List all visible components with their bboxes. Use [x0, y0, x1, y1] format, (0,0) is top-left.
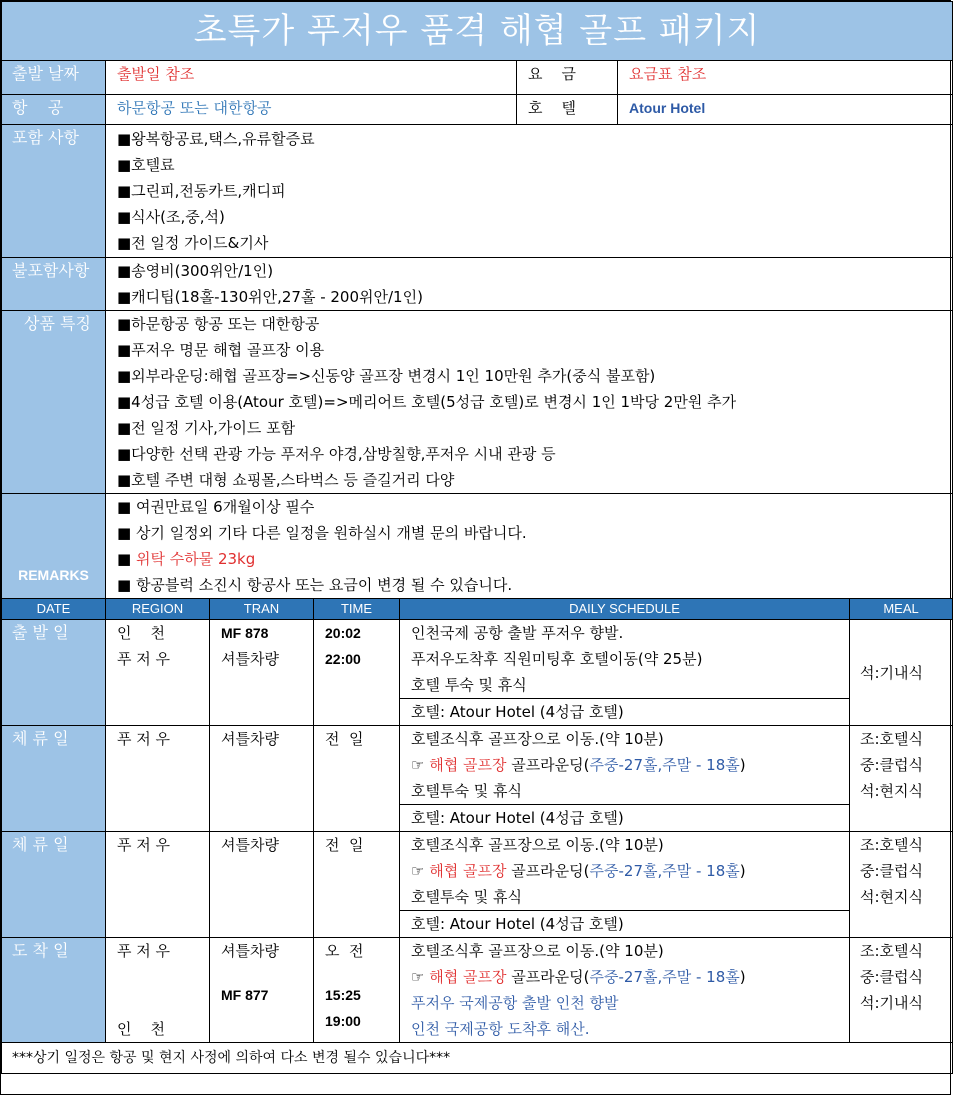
- depart-label: 출발 날짜: [2, 61, 106, 95]
- remark-item: ■ 상기 일정외 기타 다른 일정을 원하실시 개별 문의 바랍니다.: [117, 524, 527, 542]
- list-item: ■왕복항공료,택스,유류할증료: [117, 130, 315, 148]
- meal-line: 중:클럽식: [860, 862, 924, 880]
- schedule-row: [2, 620, 953, 726]
- meal-line: 석:현지식: [860, 888, 924, 906]
- meal-line: 중:클럽식: [860, 968, 924, 986]
- tran-line: 셔틀차량: [221, 942, 279, 960]
- list-item: ■호텔 주변 대형 쇼핑몰,스타벅스 등 즐길거리 다양: [117, 471, 455, 489]
- remark-item: ■ 여권만료일 6개월이상 필수: [117, 498, 315, 516]
- fee-value: 요금표 참조: [618, 61, 953, 95]
- pointing-hand-icon: ☞: [411, 968, 430, 986]
- day-time: [314, 938, 400, 1043]
- day-meal: [850, 832, 953, 938]
- schedule-line: 호텔조식후 골프장으로 이동.(약 10분): [411, 836, 664, 854]
- fee-label: 요 금: [517, 61, 618, 95]
- region-line: 인 천: [117, 624, 166, 642]
- pointing-hand-icon: ☞: [411, 862, 430, 880]
- remarks-list: [106, 494, 953, 599]
- golf-text-end: ): [739, 862, 746, 880]
- features-label: 상품 특징: [2, 311, 106, 494]
- day-schedule: [400, 938, 850, 1043]
- meal-line: 석:현지식: [860, 782, 924, 800]
- day-region: [106, 938, 210, 1043]
- list-item: ■송영비(300위안/1인): [117, 262, 274, 280]
- list-item: ■캐디팁(18홀-130위안,27홀 - 200위안/1인): [117, 288, 423, 306]
- schedule-line: 호텔 투숙 및 휴식: [411, 676, 527, 694]
- baggage-note: 위탁 수하물 23kg: [135, 550, 256, 568]
- flight-number: MF 877: [221, 987, 269, 1003]
- footer-note: ***상기 일정은 항공 및 현지 사정에 의하여 다소 변경 될수 있습니다***: [2, 1043, 953, 1074]
- day-tran: 셔틀차량: [210, 832, 314, 938]
- meal-line: 석:기내식: [860, 994, 924, 1012]
- time-line: 오 전: [325, 942, 364, 960]
- schedule-line: 인천국제 공항 출발 푸저우 향발.: [411, 624, 624, 642]
- header-region: REGION: [106, 599, 210, 620]
- day-meal: [850, 726, 953, 832]
- hotel-line: 호텔: Atour Hotel (4성급 호텔): [400, 804, 849, 831]
- hotel-line: 호텔: Atour Hotel (4성급 호텔): [400, 910, 849, 937]
- day-region: 푸 저 우: [106, 832, 210, 938]
- day-schedule: [400, 726, 850, 832]
- list-item: ■다양한 선택 관광 가능 푸저우 야경,삼방칠향,푸저우 시내 관광 등: [117, 445, 556, 463]
- meal-line: 중:클럽식: [860, 756, 924, 774]
- golf-text: 골프라운딩(: [506, 968, 590, 986]
- day-meal: 석:기내식: [850, 620, 953, 726]
- region-line: 인 천: [117, 1020, 166, 1038]
- day-date: 출 발 일: [2, 620, 106, 726]
- golf-course-name: 해협 골프장: [429, 862, 507, 880]
- golf-course-name: 해협 골프장: [429, 756, 507, 774]
- region-spacer: [117, 964, 209, 1016]
- golf-text-end: ): [739, 968, 746, 986]
- included-list: [106, 125, 953, 258]
- golf-line: [400, 858, 849, 884]
- page-title: 초특가 푸저우 품격 해협 골프 패키지: [2, 2, 953, 61]
- header-tran: TRAN: [210, 599, 314, 620]
- list-item: ■외부라운딩:해협 골프장=>신동양 골프장 변경시 1인 10만원 추가(중식 불포함): [117, 367, 656, 385]
- day-date: 체 류 일: [2, 726, 106, 832]
- day-date: 도 착 일: [2, 938, 106, 1043]
- schedule-line: 푸저우 국제공항 출발 인천 향발: [411, 994, 619, 1012]
- header-schedule: DAILY SCHEDULE: [400, 599, 850, 620]
- time-line: 22:00: [325, 651, 361, 667]
- day-meal: [850, 938, 953, 1043]
- header-date: DATE: [2, 599, 106, 620]
- header-meal: MEAL: [850, 599, 953, 620]
- excluded-label: 불포함사항: [2, 258, 106, 311]
- air-value: 하문항공 또는 대한항공: [106, 95, 517, 125]
- meal-line: 조:호텔식: [860, 730, 924, 748]
- package-table: [1, 1, 953, 1074]
- list-item: ■그린피,전동카트,캐디피: [117, 182, 286, 200]
- day-time: [314, 620, 400, 726]
- day-time: 전 일: [314, 726, 400, 832]
- day-date: 체 류 일: [2, 832, 106, 938]
- list-item: ■푸저우 명문 해협 골프장 이용: [117, 341, 325, 359]
- golf-line: [400, 964, 849, 990]
- air-label: 항 공: [2, 95, 106, 125]
- meal-line: 조:호텔식: [860, 836, 924, 854]
- excluded-list: [106, 258, 953, 311]
- schedule-line: 호텔조식후 골프장으로 이동.(약 10분): [411, 942, 664, 960]
- remarks-label: REMARKS: [2, 494, 106, 599]
- day-region: [106, 620, 210, 726]
- list-item: ■식사(조,중,석): [117, 208, 225, 226]
- tran-line: 셔틀차량: [221, 650, 279, 668]
- day-region: 푸 저 우: [106, 726, 210, 832]
- golf-holes: 주중-27홀,주말 - 18홀: [589, 862, 740, 880]
- golf-text: 골프라운딩(: [506, 862, 590, 880]
- time-line: 20:02: [325, 625, 361, 641]
- schedule-line: 푸저우도착후 직원미팅후 호텔이동(약 25분): [411, 650, 703, 668]
- golf-holes: 주중-27홀,주말 - 18홀: [589, 968, 740, 986]
- golf-holes: 주중-27홀,주말 - 18홀: [589, 756, 740, 774]
- hotel-label: 호 텔: [517, 95, 618, 125]
- golf-line: [400, 752, 849, 778]
- list-item: ■호텔료: [117, 156, 175, 174]
- time-line: 15:25: [325, 987, 361, 1003]
- included-label: 포함 사항: [2, 125, 106, 258]
- schedule-header: [2, 599, 953, 620]
- day-time: 전 일: [314, 832, 400, 938]
- list-item: ■전 일정 가이드&기사: [117, 234, 269, 252]
- day-schedule: [400, 620, 850, 726]
- time-line: 19:00: [325, 1013, 361, 1029]
- golf-text: 골프라운딩(: [506, 756, 590, 774]
- remark-item: ■ 항공블럭 소진시 항공사 또는 요금이 변경 될 수 있습니다.: [117, 576, 513, 594]
- schedule-line: 호텔투숙 및 휴식: [411, 782, 522, 800]
- hotel-line: 호텔: Atour Hotel (4성급 호텔): [400, 698, 849, 725]
- flight-number: MF 878: [221, 625, 269, 641]
- schedule-row: [2, 938, 953, 1043]
- day-tran: [210, 938, 314, 1043]
- tran-spacer: [221, 964, 313, 982]
- list-item: ■전 일정 기사,가이드 포함: [117, 419, 296, 437]
- golf-course-name: 해협 골프장: [429, 968, 507, 986]
- day-tran: 셔틀차량: [210, 726, 314, 832]
- time-spacer: [325, 964, 399, 982]
- schedule-row: [2, 832, 953, 938]
- header-time: TIME: [314, 599, 400, 620]
- list-item: ■4성급 호텔 이용(Atour 호텔)=>메리어트 호텔(5성급 호텔)로 변경시 1인 1박당 2만원 추가: [117, 393, 737, 411]
- schedule-line: 호텔조식후 골프장으로 이동.(약 10분): [411, 730, 664, 748]
- list-item: ■하문항공 항공 또는 대한항공: [117, 315, 320, 333]
- remark-prefix: ■: [117, 550, 136, 568]
- meal-line: 조:호텔식: [860, 942, 924, 960]
- golf-text-end: ): [739, 756, 746, 774]
- day-tran: [210, 620, 314, 726]
- region-line: 푸 저 우: [117, 942, 171, 960]
- schedule-line: 호텔투숙 및 휴식: [411, 888, 522, 906]
- pointing-hand-icon: ☞: [411, 756, 430, 774]
- remark-item: [117, 546, 952, 572]
- schedule-line: 인천 국제공항 도착후 해산.: [411, 1020, 590, 1038]
- hotel-value: Atour Hotel: [618, 95, 953, 125]
- depart-value: 출발일 참조: [106, 61, 517, 95]
- schedule-row: [2, 726, 953, 832]
- region-line: 푸 저 우: [117, 650, 171, 668]
- features-list: [106, 311, 953, 494]
- day-schedule: [400, 832, 850, 938]
